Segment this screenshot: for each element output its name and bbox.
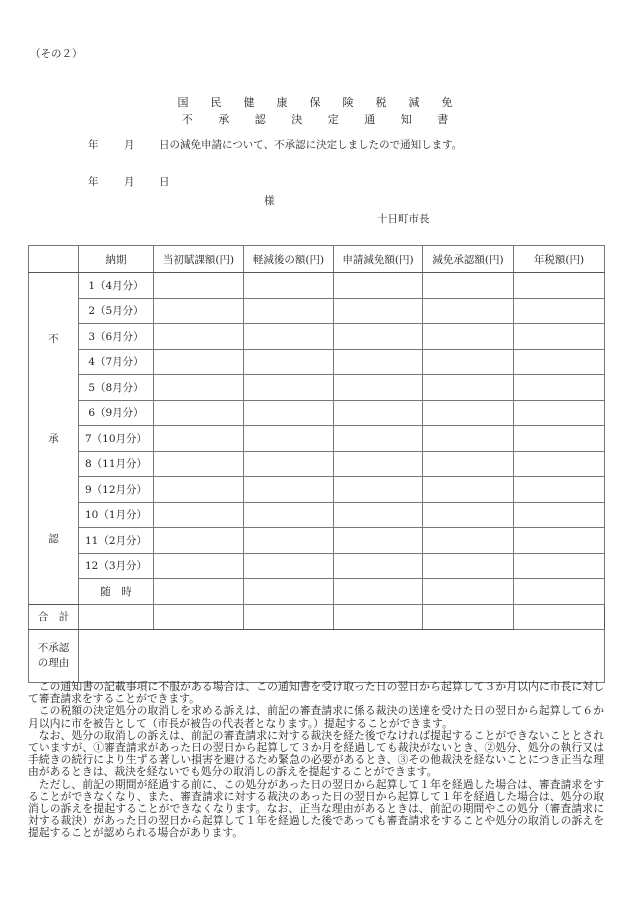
amount-cell[interactable] bbox=[154, 375, 244, 401]
total-cell[interactable] bbox=[244, 604, 334, 630]
period-label: 6（9月分） bbox=[79, 400, 154, 426]
total-cell[interactable] bbox=[423, 604, 514, 630]
amount-cell[interactable] bbox=[334, 477, 423, 503]
title-char: 定 bbox=[327, 113, 339, 126]
title-char: 民 bbox=[210, 96, 222, 109]
amount-cell[interactable] bbox=[244, 502, 334, 528]
amount-cell[interactable] bbox=[423, 528, 514, 554]
table-row bbox=[29, 528, 605, 554]
table-row bbox=[29, 298, 605, 324]
period-label: 11（2月分） bbox=[79, 528, 154, 554]
amount-cell[interactable] bbox=[514, 579, 605, 605]
reason-label-line1: 不承認 bbox=[37, 642, 70, 654]
amount-cell[interactable] bbox=[154, 324, 244, 350]
amount-cell[interactable] bbox=[423, 426, 514, 452]
amount-cell[interactable] bbox=[423, 298, 514, 324]
side-label-chars bbox=[29, 288, 78, 588]
side-label-char: 認 bbox=[48, 532, 59, 545]
period-label: 9（12月分） bbox=[79, 477, 154, 503]
amount-cell[interactable] bbox=[423, 579, 514, 605]
period-label: 5（8月分） bbox=[79, 375, 154, 401]
period-label: 12（3月分） bbox=[79, 553, 154, 579]
amount-cell[interactable] bbox=[334, 426, 423, 452]
period-label: 10（1月分） bbox=[79, 502, 154, 528]
table-row bbox=[29, 502, 605, 528]
amount-cell[interactable] bbox=[514, 502, 605, 528]
amount-cell[interactable] bbox=[514, 477, 605, 503]
period-label: 3（6月分） bbox=[79, 324, 154, 350]
amount-cell[interactable] bbox=[154, 579, 244, 605]
title-char: 承 bbox=[218, 113, 230, 126]
form-number: （その２） bbox=[30, 48, 83, 60]
title-char: 知 bbox=[400, 113, 412, 126]
date-day: 日 bbox=[159, 176, 170, 188]
amount-cell[interactable] bbox=[423, 375, 514, 401]
period-label: 随 時 bbox=[79, 579, 154, 605]
amount-cell[interactable] bbox=[154, 553, 244, 579]
notice-month: 月 bbox=[124, 139, 135, 151]
header-period: 納期 bbox=[79, 246, 154, 273]
amount-cell[interactable] bbox=[514, 400, 605, 426]
amount-cell[interactable] bbox=[334, 451, 423, 477]
amount-cell[interactable] bbox=[514, 349, 605, 375]
document-title-line1 bbox=[0, 94, 630, 110]
table-row bbox=[29, 477, 605, 503]
amount-cell[interactable] bbox=[244, 477, 334, 503]
table-row bbox=[29, 426, 605, 452]
title-char: 認 bbox=[254, 113, 266, 126]
addressee-suffix: 様 bbox=[264, 195, 275, 207]
header-approved-exemption: 減免承認額(円) bbox=[423, 246, 514, 273]
total-cell[interactable] bbox=[334, 604, 423, 630]
table-row bbox=[29, 273, 605, 299]
note-paragraph: この通知書の記載事項に不服がある場合は、この通知書を受け取った日の翌日から起算して３か月以内に市長に対して審査請求をすることができます。 bbox=[28, 680, 604, 706]
notice-sentence: 日の減免申請について、不承認に決定しましたので通知します。 bbox=[159, 139, 463, 151]
period-label: 4（7月分） bbox=[79, 349, 154, 375]
header-empty bbox=[29, 246, 79, 273]
amount-cell[interactable] bbox=[514, 298, 605, 324]
amount-cell[interactable] bbox=[244, 375, 334, 401]
amount-cell[interactable] bbox=[244, 451, 334, 477]
reason-field[interactable] bbox=[79, 630, 605, 683]
amount-cell[interactable] bbox=[244, 349, 334, 375]
amount-cell[interactable] bbox=[244, 298, 334, 324]
reason-label-line2: の理由 bbox=[37, 657, 70, 669]
issuer-name: 十日町市長 bbox=[377, 213, 430, 225]
header-reduced-amount: 軽減後の額(円) bbox=[244, 246, 334, 273]
amount-cell[interactable] bbox=[514, 451, 605, 477]
amount-cell[interactable] bbox=[423, 502, 514, 528]
amount-cell[interactable] bbox=[334, 273, 423, 299]
date-year: 年 bbox=[88, 176, 99, 188]
table-row bbox=[29, 324, 605, 350]
title-char: 国 bbox=[177, 96, 189, 109]
amount-cell[interactable] bbox=[514, 528, 605, 554]
period-label: 1（4月分） bbox=[79, 273, 154, 299]
amount-cell[interactable] bbox=[154, 298, 244, 324]
title-char: 健 bbox=[243, 96, 255, 109]
amount-cell[interactable] bbox=[334, 349, 423, 375]
amount-cell[interactable] bbox=[154, 451, 244, 477]
amount-cell[interactable] bbox=[514, 553, 605, 579]
amount-cell[interactable] bbox=[244, 579, 334, 605]
table-row bbox=[29, 375, 605, 401]
document-title-line2 bbox=[0, 111, 630, 127]
header-annual-tax: 年税額(円) bbox=[514, 246, 605, 273]
reduction-table bbox=[28, 245, 605, 683]
amount-cell[interactable] bbox=[423, 324, 514, 350]
title-char: 通 bbox=[364, 113, 376, 126]
amount-cell[interactable] bbox=[154, 502, 244, 528]
title-char: 決 bbox=[291, 113, 303, 126]
amount-cell[interactable] bbox=[334, 298, 423, 324]
amount-cell[interactable] bbox=[154, 349, 244, 375]
amount-cell[interactable] bbox=[334, 375, 423, 401]
amount-cell[interactable] bbox=[334, 502, 423, 528]
amount-cell[interactable] bbox=[334, 324, 423, 350]
amount-cell[interactable] bbox=[244, 400, 334, 426]
amount-cell[interactable] bbox=[154, 273, 244, 299]
amount-cell[interactable] bbox=[423, 553, 514, 579]
table-row-total bbox=[29, 604, 605, 630]
title-char: 税 bbox=[375, 96, 387, 109]
title-char: 減 bbox=[408, 96, 420, 109]
amount-cell[interactable] bbox=[514, 375, 605, 401]
amount-cell[interactable] bbox=[423, 400, 514, 426]
note-paragraph: なお、処分の取消しの訴えは、前記の審査請求に対する裁決を経た後でなければ提起することができないこととされていますが、①審査請求があった日の翌日から起算して３か月を経過しても裁決がないとき、②処分、処分の執行又は手続きの続行により生ずる著しい損害を避けるため緊急の必要があるとき、③その他裁決を経ないことにつき正当な理由があるときは、裁決を経ないでも処分の取消しの訴えを提起することができます。 bbox=[28, 728, 604, 779]
appeal-notes bbox=[28, 681, 604, 840]
amount-cell[interactable] bbox=[423, 349, 514, 375]
period-label: 7（10月分） bbox=[79, 426, 154, 452]
side-label bbox=[29, 273, 79, 605]
table-row bbox=[29, 400, 605, 426]
amount-cell[interactable] bbox=[154, 477, 244, 503]
reason-label bbox=[29, 630, 79, 683]
amount-cell[interactable] bbox=[423, 477, 514, 503]
period-label: 8（11月分） bbox=[79, 451, 154, 477]
side-label-char: 不 bbox=[48, 332, 59, 345]
amount-cell[interactable] bbox=[334, 579, 423, 605]
title-char: 保 bbox=[309, 96, 321, 109]
amount-cell[interactable] bbox=[334, 528, 423, 554]
amount-cell[interactable] bbox=[244, 426, 334, 452]
table-row bbox=[29, 451, 605, 477]
note-paragraph: ただし、前記の期間が経過する前に、この処分があった日の翌日から起算して１年を経過した場合は、審査請求をすることができなくなり、また、審査請求に対する裁決のあった日の翌日から起算して１年を経過した場合は、処分の取消しの訴えを提起することができなくなります。なお、正当な理由があるときは、前記の期間やこの処分（審査請求に対する裁決）があった日の翌日から起算して１年を経過した後であっても審査請求をすることや処分の取消しの訴えを提起することが認められる場合があります。 bbox=[28, 777, 604, 840]
title-char: 免 bbox=[441, 96, 453, 109]
header-requested-exemption: 申請減免額(円) bbox=[334, 246, 423, 273]
amount-cell[interactable] bbox=[154, 426, 244, 452]
period-label: 2（5月分） bbox=[79, 298, 154, 324]
amount-cell[interactable] bbox=[334, 400, 423, 426]
total-cell[interactable] bbox=[79, 604, 154, 630]
title-char: 不 bbox=[181, 113, 193, 126]
title-char: 書 bbox=[437, 113, 449, 126]
side-label-char: 承 bbox=[48, 432, 59, 445]
amount-cell[interactable] bbox=[423, 273, 514, 299]
header-initial-amount: 当初賦課額(円) bbox=[154, 246, 244, 273]
table-header-row bbox=[29, 246, 605, 273]
amount-cell[interactable] bbox=[514, 324, 605, 350]
table-row bbox=[29, 553, 605, 579]
title-char: 険 bbox=[342, 96, 354, 109]
note-paragraph: この税額の決定処分の取消しを求める訴えは、前記の審査請求に係る裁決の送達を受けた日の翌日から起算して６か月以内に市を被告として（市長が被告の代表者となります。）提起することができます。 bbox=[28, 704, 604, 730]
amount-cell[interactable] bbox=[514, 273, 605, 299]
table-row bbox=[29, 349, 605, 375]
total-cell[interactable] bbox=[154, 604, 244, 630]
amount-cell[interactable] bbox=[154, 528, 244, 554]
date-month: 月 bbox=[124, 176, 135, 188]
amount-cell[interactable] bbox=[244, 324, 334, 350]
title-char: 康 bbox=[276, 96, 288, 109]
amount-cell[interactable] bbox=[154, 400, 244, 426]
notice-year: 年 bbox=[88, 139, 99, 151]
table-row bbox=[29, 579, 605, 605]
amount-cell[interactable] bbox=[244, 528, 334, 554]
amount-cell[interactable] bbox=[423, 451, 514, 477]
table-row-reason bbox=[29, 630, 605, 683]
amount-cell[interactable] bbox=[514, 426, 605, 452]
total-label: 合 計 bbox=[29, 604, 79, 630]
amount-cell[interactable] bbox=[244, 553, 334, 579]
amount-cell[interactable] bbox=[244, 273, 334, 299]
amount-cell[interactable] bbox=[334, 553, 423, 579]
